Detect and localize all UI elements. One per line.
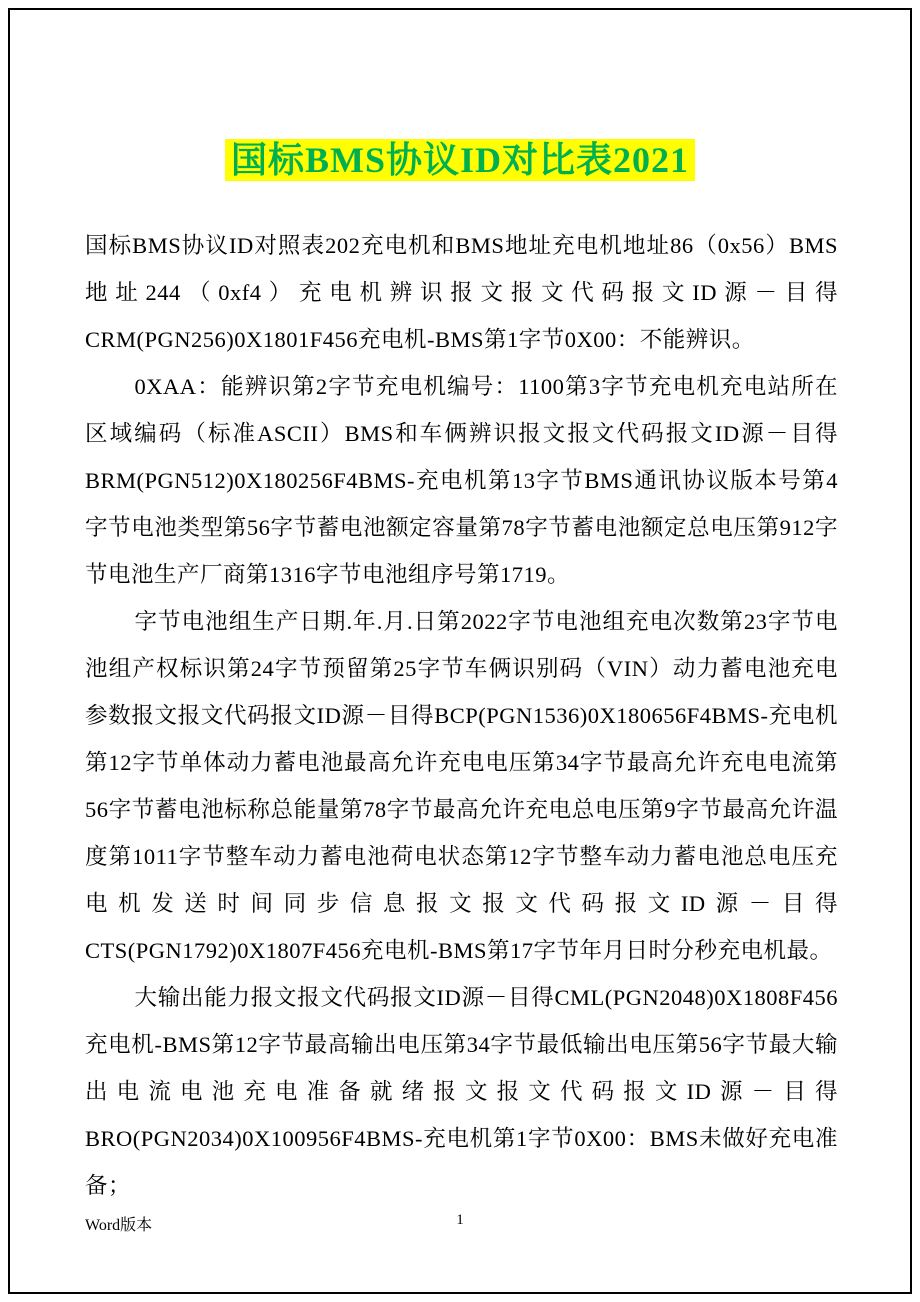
- paragraph-2: 0XAA：能辨识第2字节充电机编号：1100第3字节充电机充电站所在区域编码（标准ASCII）BMS和车俩辨识报文报文代码报文ID源－目得BRM(PGN512)0X180256F4BMS-充电机第13字节BMS通讯协议版本号第4字节电池类型第56字节蓄电池额定容量第78字节蓄电池额定总电压第912字节电池生产厂商第1316字节电池组序号第1719。: [85, 374, 838, 587]
- page-footer: [85, 1212, 835, 1234]
- document-title-text: 国标BMS协议ID对比表2021: [225, 139, 695, 181]
- paragraph-4: 大输出能力报文报文代码报文ID源－目得CML(PGN2048)0X1808F456充电机-BMS第12字节最高输出电压第34字节最低输出电压第56字节最大输出电流电池充电准备就绪报文报文代码报文ID源－目得BRO(PGN2034)0X100956F4BMS-充电机第1字节0X00：BMS未做好充电准备；: [85, 985, 838, 1198]
- document-title: [0, 136, 920, 184]
- paragraph-1: 国标BMS协议ID对照表202充电机和BMS地址充电机地址86（0x56）BMS地址244（0xf4）充电机辨识报文报文代码报文ID源－目得CRM(PGN256)0X1801F456充电机-BMS第1字节0X00：不能辨识。: [85, 233, 838, 352]
- footer-word-version-label: Word版本: [85, 1217, 153, 1234]
- document-body: [85, 222, 838, 1209]
- paragraph-3: 字节电池组生产日期.年.月.日第2022字节电池组充电次数第23字节电池组产权标识第24字节预留第25字节车俩识别码（VIN）动力蓄电池充电参数报文报文代码报文ID源－目得BCP(PGN1536)0X180656F4BMS-充电机第12字节单体动力蓄电池最高允许充电电压第34字节最高允许充电电流第56字节蓄电池标称总能量第78字节最高允许充电总电压第9字节最高允许温度第1011字节整车动力蓄电池荷电状态第12字节整车动力蓄电池总电压充电机发送时间同步信息报文报文代码报文ID源－目得CTS(PGN1792)0X1807F456充电机-BMS第17字节年月日时分秒充电机最。: [85, 609, 838, 963]
- page-number: 1: [456, 1212, 464, 1228]
